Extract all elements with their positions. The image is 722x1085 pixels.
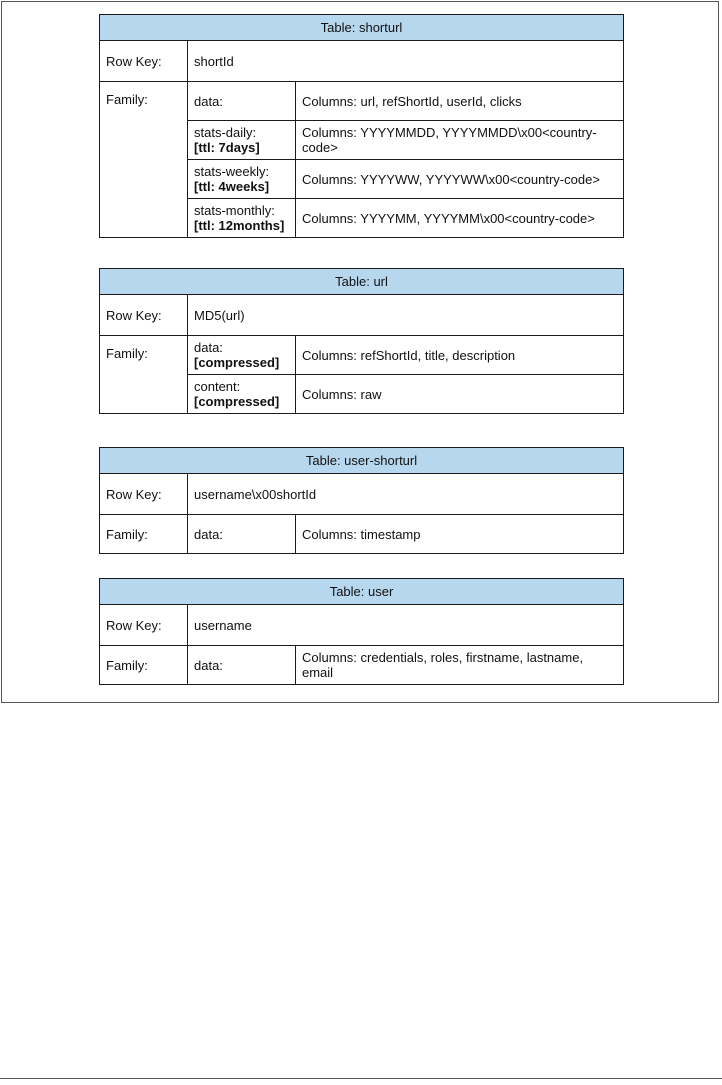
family-ttl-note: [ttl: 12months] [194,218,285,233]
family-ttl-note: [ttl: 7days] [194,140,260,155]
family-cell [188,82,296,121]
table-user [99,578,624,685]
table-shorturl [99,14,624,238]
family-compression-note: [compressed] [194,355,280,370]
family-columns: Columns: timestamp [296,515,624,554]
family-name: stats-monthly: [194,203,275,218]
family-columns: Columns: credentials, roles, firstname, lastname, email [296,646,624,685]
family-name: stats-weekly: [194,164,270,179]
family-columns: Columns: YYYYMM, YYYYMM\x00<country-code> [296,199,624,238]
table-user-shorturl [99,447,624,554]
family-label: Family: [100,646,188,685]
family-cell [188,646,296,685]
family-label: Family: [100,336,188,414]
row-key-value: username [188,605,624,646]
family-columns: Columns: refShortId, title, description [296,336,624,375]
row-key-value: shortId [188,41,624,82]
family-name: data: [194,657,223,673]
family-name: data: [194,93,223,109]
row-key-label: Row Key: [100,474,188,515]
family-columns: Columns: raw [296,375,624,414]
family-cell [188,199,296,238]
table-url [99,268,624,414]
row-key-value: MD5(url) [188,295,624,336]
family-columns: Columns: YYYYMMDD, YYYYMMDD\x00<country-code> [296,121,624,160]
family-cell [188,336,296,375]
family-cell [188,160,296,199]
family-cell [188,375,296,414]
family-name: stats-daily: [194,125,257,140]
table-title: Table: user-shorturl [100,448,624,474]
family-cell [188,515,296,554]
row-key-label: Row Key: [100,41,188,82]
family-compression-note: [compressed] [194,394,280,409]
row-key-value: username\x00shortId [188,474,624,515]
page-bottom-rule [0,1078,722,1079]
table-title: Table: shorturl [100,15,624,41]
family-name: data: [194,340,223,355]
row-key-label: Row Key: [100,295,188,336]
table-title: Table: user [100,579,624,605]
family-name: data: [194,526,223,542]
family-ttl-note: [ttl: 4weeks] [194,179,270,194]
table-title: Table: url [100,269,624,295]
family-columns: Columns: YYYYWW, YYYYWW\x00<country-code> [296,160,624,199]
row-key-label: Row Key: [100,605,188,646]
family-columns: Columns: url, refShortId, userId, clicks [296,82,624,121]
family-name: content: [194,379,241,394]
family-label: Family: [100,82,188,238]
family-cell [188,121,296,160]
family-label: Family: [100,515,188,554]
